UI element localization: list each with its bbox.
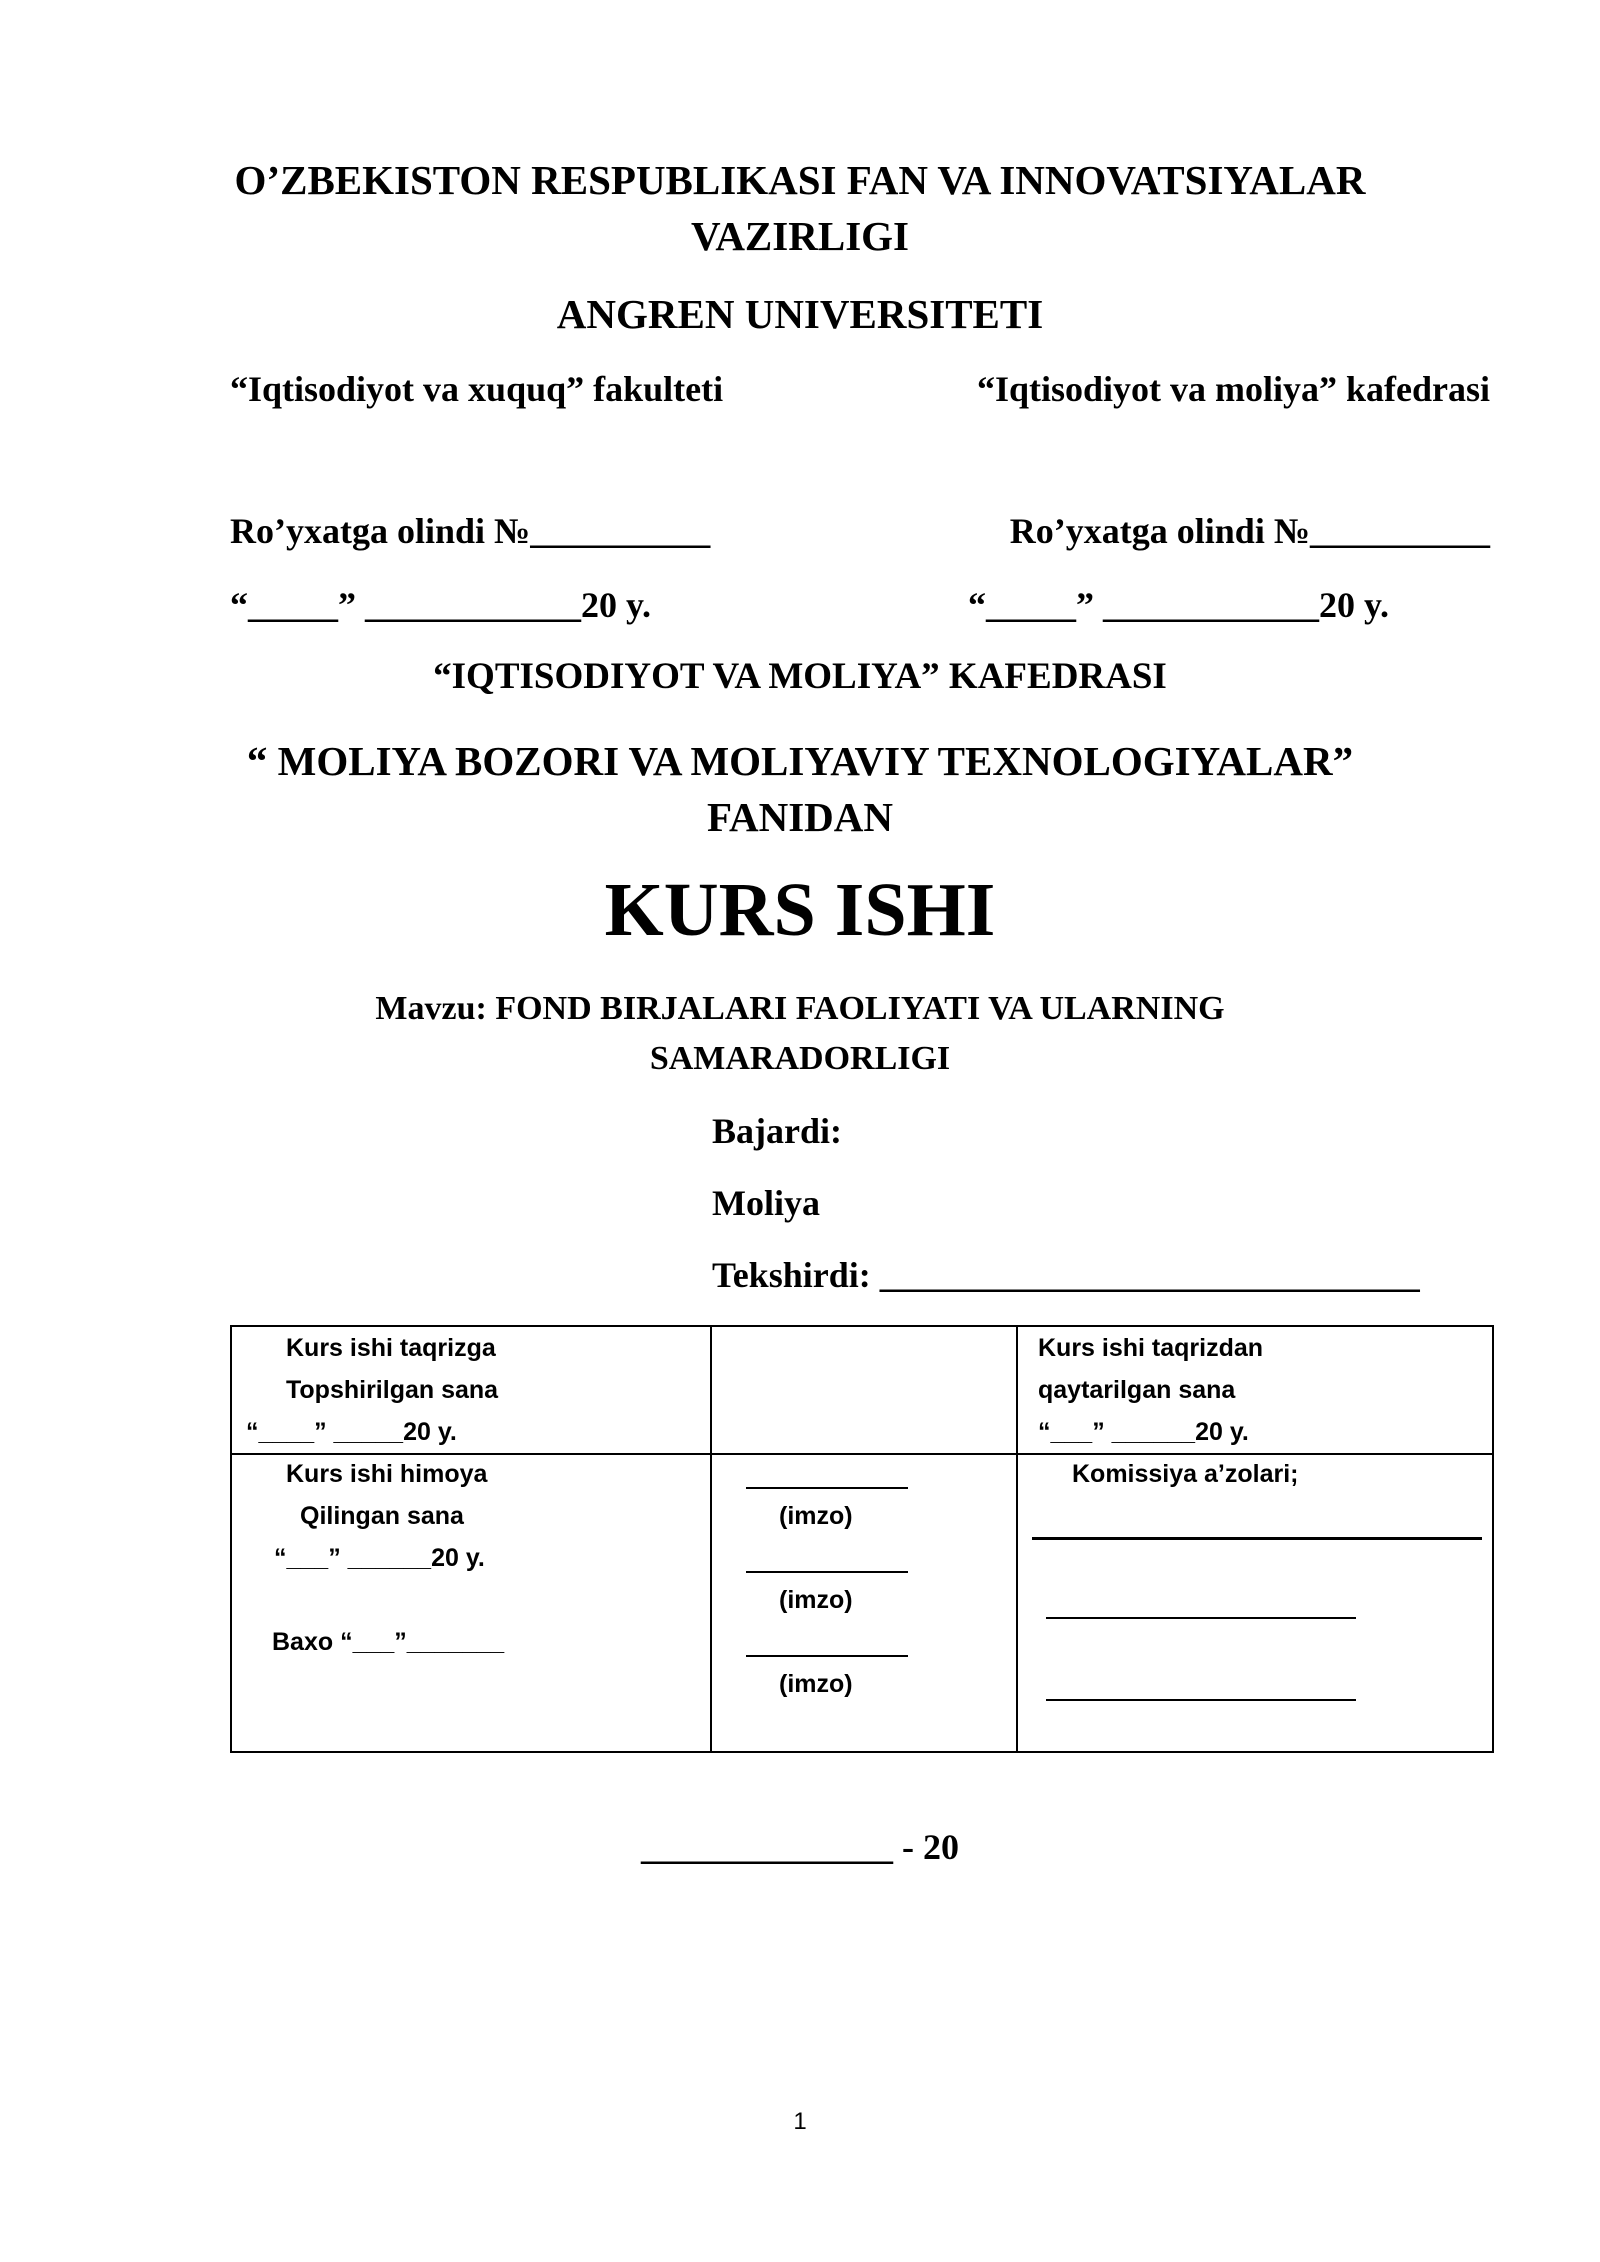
registration-date-left: “_____” ____________20 y. [230,585,652,625]
review-table [230,1325,1494,1753]
signature-line [746,1655,908,1657]
signature-line [746,1571,908,1573]
commission-member-line [1032,1537,1482,1540]
performed-by-label: Bajardi: [712,1111,842,1151]
registration-left: Ro’yxatga olindi №__________ [230,511,711,551]
returned-date-label: qaytarilgan sana [1038,1376,1236,1404]
signature-caption: (imzo) [779,1670,853,1698]
signature-line [746,1487,908,1489]
registration-date-right: “_____” ____________20 y. [968,585,1390,625]
faculty-name: “Iqtisodiyot va xuquq” fakulteti [230,369,724,409]
ministry-title-line1: O’ZBEKISTON RESPUBLIKASI FAN VA INNOVATSIYALAR [234,157,1366,203]
checked-by-label: Tekshirdi: ______________________________ [712,1255,1420,1295]
topic-line1: Mavzu: FOND BIRJALARI FAOLIYATI VA ULARNING [375,990,1225,1027]
specialty-label: Moliya [712,1183,820,1223]
document-type-title: KURS ISHI [604,868,996,952]
defense-date-label: Qilingan sana [300,1502,464,1530]
registration-right: Ro’yxatga olindi №__________ [1009,511,1490,551]
university-name: ANGREN UNIVERSITETI [556,291,1044,337]
commission-members-label: Komissiya a’zolari; [1072,1460,1299,1488]
grade-field: Baxo “___”_______ [272,1628,505,1656]
table-divider [1016,1327,1018,1751]
subject-title-line2: FANIDAN [706,794,893,840]
returned-from-review-label: Kurs ishi taqrizdan [1038,1334,1264,1362]
page-number: 1 [793,2108,807,2135]
table-divider [710,1327,712,1751]
submitted-date-label: Topshirilgan sana [286,1376,499,1404]
topic-line2: SAMARADORLIGI [649,1040,951,1077]
subject-title-line1: “ MOLIYA BOZORI VA MOLIYAVIY TEXNOLOGIYALAR” [246,738,1354,784]
submitted-for-review-label: Kurs ishi taqrizga [286,1334,496,1362]
department-name: “Iqtisodiyot va moliya” kafedrasi [976,369,1490,409]
ministry-title-line2: VAZIRLIGI [691,213,909,259]
commission-member-line [1046,1617,1356,1619]
returned-date-field: “___” ______20 y. [1038,1418,1249,1446]
defense-label: Kurs ishi himoya [286,1460,488,1488]
commission-member-line [1046,1699,1356,1701]
kafedra-title: “IQTISODIYOT VA MOLIYA” KAFEDRASI [433,656,1167,697]
signature-caption: (imzo) [779,1502,853,1530]
year-line: ______________ - 20 [641,1827,959,1867]
defense-date-field: “___” ______20 y. [274,1544,485,1572]
submitted-date-field: “____” _____20 y. [246,1418,457,1446]
signature-caption: (imzo) [779,1586,853,1614]
